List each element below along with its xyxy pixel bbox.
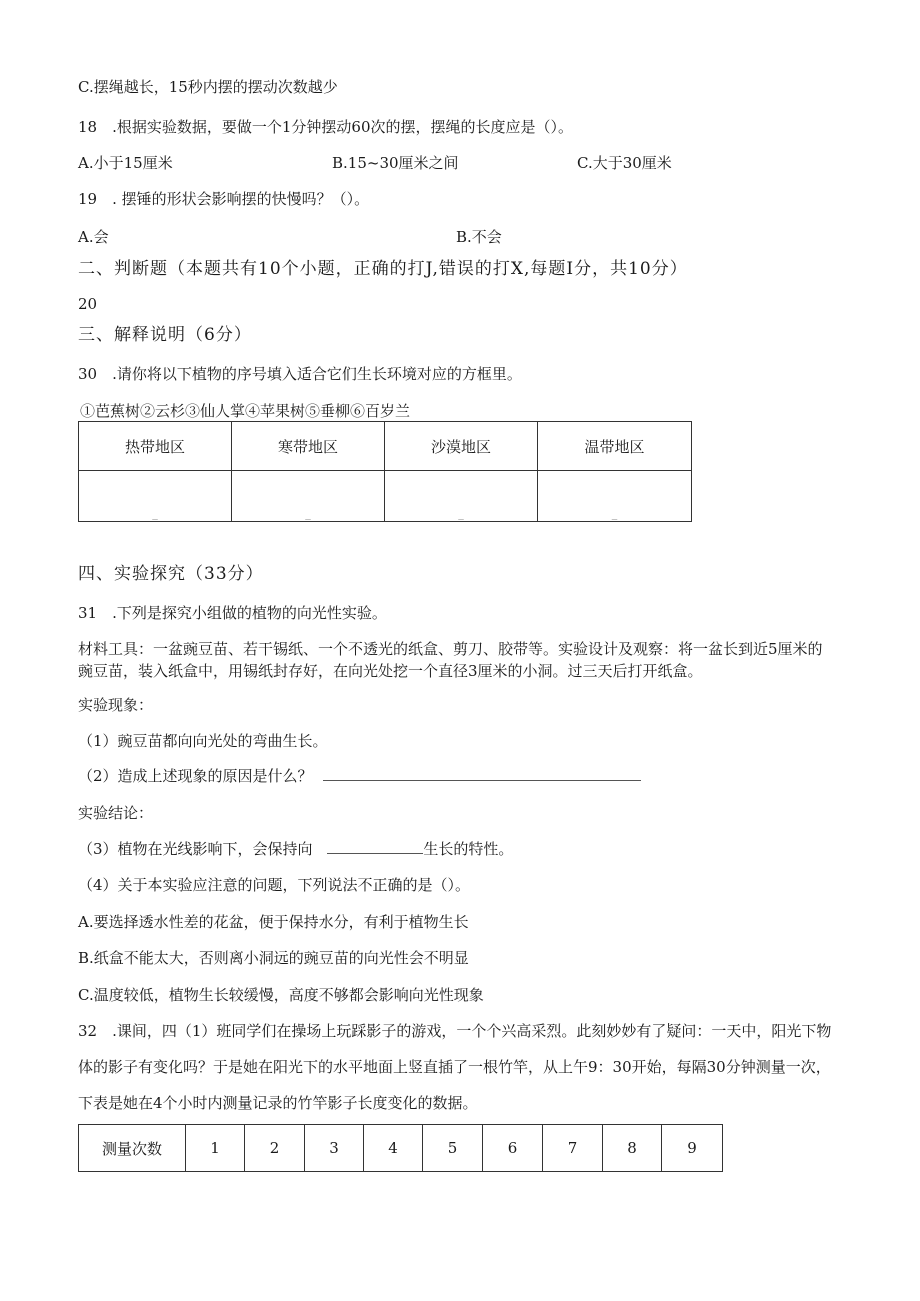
q18-option-a: A.小于15厘米 (78, 154, 173, 172)
climate-header-desert: 沙漠地区 (385, 422, 538, 471)
q31-sub2-answer-blank[interactable] (323, 766, 641, 781)
climate-header-tropical: 热带地区 (79, 422, 232, 471)
measure-header: 测量次数 (79, 1125, 186, 1172)
answer-blank: _ (611, 507, 618, 520)
climate-answer-cell[interactable] (79, 471, 232, 522)
answer-blank: _ (152, 507, 158, 520)
section3-title: 三、解释说明（6分） (78, 325, 252, 345)
q18-stem: 18 .根据实验数据，要做一个1分钟摆动60次的摆，摆绳的长度应是（）。 (78, 118, 573, 136)
q31-stem: 31 .下列是探究小组做的植物的向光性实验。 (78, 604, 387, 622)
q30-stem: 30 .请你将以下植物的序号填入适合它们生长环境对应的方框里。 (78, 365, 522, 383)
measure-count: 7 (543, 1125, 603, 1172)
q31-materials-line2: 豌豆苗，装入纸盒中，用锡纸封存好，在向光处挖一个直径3厘米的小洞。过三天后打开纸盒。 (78, 662, 703, 680)
measure-count: 9 (662, 1125, 723, 1172)
climate-answer-cell[interactable] (385, 471, 538, 522)
measure-count: 4 (364, 1125, 423, 1172)
q32-line3: 下表是她在4个小时内测量记录的竹竿影子长度变化的数据。 (78, 1094, 478, 1112)
answer-blank: _ (458, 507, 464, 520)
q32-line2: 体的影子有变化吗？于是她在阳光下的水平地面上竖直插了一根竹竿，从上午9：30开始，每隔30分钟测量一次， (78, 1058, 831, 1076)
q31-option-c: C.温度较低，植物生长较缓慢，高度不够都会影响向光性现象 (78, 986, 484, 1004)
section2-item: 20 (78, 295, 98, 313)
q19-stem: 19 . 摆锤的形状会影响摆的快慢吗？（）。 (78, 190, 370, 208)
answer-blank: _ (305, 507, 311, 520)
climate-table (78, 421, 692, 522)
q18-option-b: B.15~30厘米之间 (332, 154, 459, 172)
measure-count: 3 (305, 1125, 364, 1172)
q31-materials-line1: 材料工具：一盆豌豆苗、若干锡纸、一个不透光的纸盒、剪刀、胶带等。实验设计及观察：将一盆长到近5厘米的 (78, 640, 823, 658)
measure-table (78, 1124, 723, 1172)
climate-header-cold: 寒带地区 (232, 422, 385, 471)
q31-sub3-answer-blank[interactable] (327, 839, 423, 854)
measure-count: 6 (483, 1125, 543, 1172)
q17-option-c: C.摆绳越长，15秒内摆的摆动次数越少 (78, 78, 338, 96)
measure-count: 2 (245, 1125, 305, 1172)
q31-option-b: B.纸盒不能太大，否则离小洞远的豌豆苗的向光性会不明显 (78, 949, 469, 967)
q31-sub3-text-after: 生长的特性。 (423, 840, 514, 858)
q18-option-c: C.大于30厘米 (577, 154, 672, 172)
q31-option-a: A.要选择透水性差的花盆，便于保持水分，有利于植物生长 (78, 913, 469, 931)
q19-option-a: A.会 (78, 228, 109, 246)
q31-sub3 (78, 839, 513, 859)
q31-sub4: （4）关于本实验应注意的问题，下列说法不正确的是（）。 (78, 876, 471, 894)
climate-answer-cell[interactable] (232, 471, 385, 522)
q31-sub1: （1）豌豆苗都向向光处的弯曲生长。 (78, 732, 328, 750)
q19-option-b: B.不会 (456, 228, 502, 246)
q31-sub2 (78, 766, 641, 786)
q32-line1: 32 .课间，四（1）班同学们在操场上玩踩影子的游戏，一个个兴高采烈。此刻妙妙有了疑问：一天中，阳光下物 (78, 1022, 832, 1040)
measure-count: 5 (423, 1125, 483, 1172)
section4-title: 四、实验探究（33分） (78, 564, 264, 584)
q31-conclusion-label: 实验结论： (78, 804, 154, 822)
measure-count: 1 (186, 1125, 245, 1172)
climate-answer-cell[interactable] (538, 471, 692, 522)
measure-count: 8 (603, 1125, 662, 1172)
q31-sub3-text-before: （3）植物在光线影响下，会保持向 (78, 840, 313, 858)
q31-phenomenon-label: 实验现象： (78, 696, 154, 714)
section2-title: 二、判断题（本题共有10个小题，正确的打J,错误的打X,每题I分，共10分） (78, 259, 688, 279)
q30-plant-list: ①芭蕉树②云杉③仙人掌④苹果树⑤垂柳⑥百岁兰 (80, 402, 411, 420)
q31-sub2-text: （2）造成上述现象的原因是什么？ (78, 767, 313, 785)
climate-header-temperate: 温带地区 (538, 422, 692, 471)
